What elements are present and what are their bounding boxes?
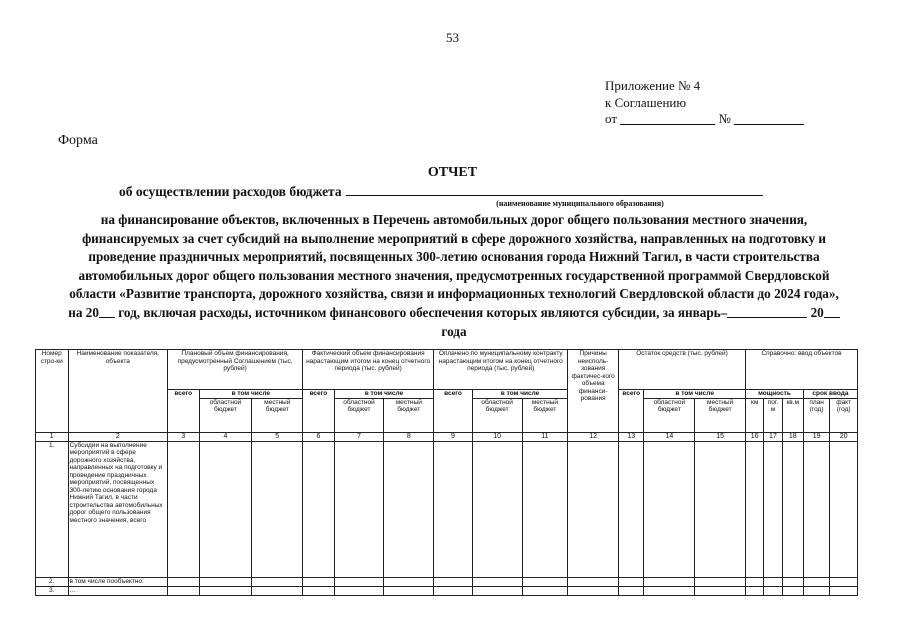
header-balance-regional: областной бюджет (644, 398, 695, 432)
annex-number-label: № (718, 111, 731, 126)
column-number: 16 (746, 432, 764, 441)
column-number: 2 (68, 432, 168, 441)
header-capacity: мощность (746, 390, 804, 399)
header-paid-local: местный бюджет (522, 398, 568, 432)
column-number: 11 (522, 432, 568, 441)
header-planned-regional: областной бюджет (199, 398, 252, 432)
annex-agreement: к Соглашению (605, 94, 687, 110)
header-sq-m: кв.м (782, 398, 803, 432)
column-number: 19 (803, 432, 829, 441)
header-paid-regional: областной бюджет (472, 398, 522, 432)
header-planned-including: в том числе (199, 390, 303, 399)
header-actual-including: в том числе (334, 390, 434, 399)
header-paid-total: всего (434, 390, 473, 433)
column-number: 15 (695, 432, 746, 441)
header-name: Наименование показателя, объекта (68, 350, 168, 433)
header-actual-local: местный бюджет (384, 398, 434, 432)
column-number: 13 (619, 432, 644, 441)
header-actual: Фактический объем финансирования нарастающим итогом на конец отчетного периода (тыс. рублей) (303, 350, 434, 390)
column-number: 17 (764, 432, 782, 441)
header-paid-including: в том числе (472, 390, 567, 399)
header-planned-local: местный бюджет (252, 398, 303, 432)
annex-number-blank (734, 111, 804, 125)
row-name: в том числе пообъектно: (68, 577, 168, 586)
table-row (36, 441, 858, 577)
column-number: 10 (472, 432, 522, 441)
column-number: 8 (384, 432, 434, 441)
header-balance: Остаток средств (тыс. рублей) (619, 350, 746, 390)
header-planned-total: всего (168, 390, 199, 433)
header-paid: Оплачено по муниципальному контракту нарастающим итогом на конец отчетного периода (тыс. рублей) (434, 350, 568, 390)
annex-block (605, 78, 804, 128)
header-balance-total: всего (619, 390, 644, 433)
form-label: Форма (58, 133, 98, 148)
header-actual-total: всего (303, 390, 334, 433)
header-fact-year: факт (год) (830, 398, 858, 432)
header-plan-year: план (год) (803, 398, 829, 432)
year-blank (99, 305, 115, 318)
row-name: Субсидии на выполнение мероприятий в сфере дорожного хозяйства, направленных на подготовку и проведение праздничных мероприятий, посвященных 300-летию основания города Нижний Тагил, в части строительства автомобильных дорог общего пользования местного значения, всего (68, 441, 168, 577)
column-number: 14 (644, 432, 695, 441)
row-number: 1. (36, 441, 69, 577)
report-body (66, 211, 842, 341)
column-number: 12 (568, 432, 619, 441)
table-row (36, 586, 858, 595)
header-actual-regional: областной бюджет (334, 398, 384, 432)
annex-from-label: от (605, 111, 618, 126)
header-balance-local: местный бюджет (695, 398, 746, 432)
header-row-number: Номер стро-ки (36, 350, 69, 433)
report-body-text: на финансирование объектов, включенных в Перечень автомобильных дорог общего пользования местного значения, финансируемых за счет субсидий на выполнение мероприятий в сфере дорожного хозяйства, направленных на подготовку и проведение праздничных мероприятий, посвященных 300-летию основания города Нижний Тагил, в части строительства автомобильных дорог общего пользования местного значения, предусмотренных государственной программой Свердловской области «Развитие транспорта, дорожного хозяйства, связи и информационных технологий Свердловской области до 2024 года», на 20 (68, 212, 839, 320)
header-km: км (746, 398, 764, 432)
row-name: … (68, 586, 168, 595)
report-body-text-3: 20 (807, 304, 824, 320)
annex-date-blank (620, 111, 715, 125)
column-number: 9 (434, 432, 473, 441)
municipality-blank (346, 183, 763, 196)
header-commissioning: срок ввода (803, 390, 857, 399)
report-body-text-4: года (441, 323, 467, 339)
month-blank (727, 305, 807, 318)
header-reasons: Причины неисполь-зования фактичес-кого объема финанси-рования (568, 350, 619, 433)
report-table (35, 349, 858, 596)
annex-date-number-line (605, 111, 804, 128)
header-reference: Справочно: ввод объектов (746, 350, 858, 390)
column-number: 7 (334, 432, 384, 441)
column-number: 18 (782, 432, 803, 441)
report-body-text-2: год, включая расходы, источником финансового обеспечения которых являются субсидии, за январь– (114, 304, 728, 320)
header-linear-m: пог. м (764, 398, 782, 432)
page-number: 53 (446, 30, 459, 45)
row-number: 2. (36, 577, 69, 586)
budget-line-text: об осуществлении расходов бюджета (119, 184, 342, 199)
municipality-caption: (наименование муниципального образования) (496, 199, 664, 208)
report-title: ОТЧЕТ (427, 165, 478, 180)
header-balance-including: в том числе (644, 390, 746, 399)
year-blank-2 (824, 305, 840, 318)
column-number: 5 (252, 432, 303, 441)
column-number: 6 (303, 432, 334, 441)
column-number: 1 (36, 432, 69, 441)
table-row (36, 577, 858, 586)
header-planned: Плановый объем финансирования, предусмотренный Соглашением (тыс. рублей) (168, 350, 303, 390)
column-number: 20 (830, 432, 858, 441)
column-number: 3 (168, 432, 199, 441)
column-number: 4 (199, 432, 252, 441)
row-number: 3. (36, 586, 69, 595)
annex-title: Приложение № 4 (605, 78, 701, 93)
budget-line (119, 183, 763, 200)
